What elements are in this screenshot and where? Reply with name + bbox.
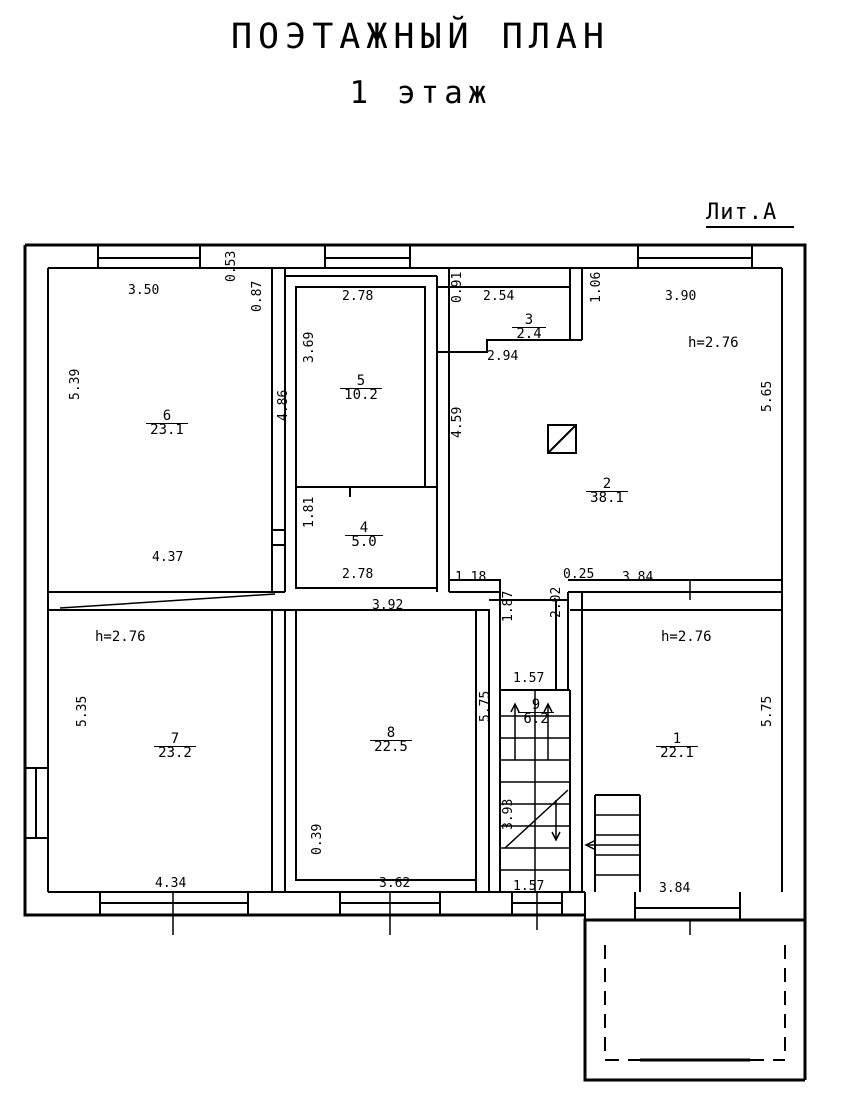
room-number-5: 5 (356, 373, 366, 389)
height-label-room2: h=2.76 (688, 335, 739, 351)
room-number-1: 1 (672, 731, 682, 747)
dim-0-25: 0.25 (563, 567, 595, 582)
dim-4-34: 4.34 (155, 876, 187, 891)
room-label-8 (370, 727, 412, 754)
dim-1-57-bottom: 1.57 (513, 879, 545, 894)
room-number-7: 7 (170, 731, 180, 747)
room-area-6: 23.1 (146, 423, 188, 437)
dim-0-39: 0.39 (310, 823, 325, 855)
room-area-8: 22.5 (370, 740, 412, 754)
room-label-2 (586, 478, 628, 505)
dim-4-37: 4.37 (152, 550, 184, 565)
room-number-2: 2 (602, 476, 612, 492)
room-area-4: 5.0 (345, 535, 383, 549)
dim-5-65: 5.65 (760, 380, 775, 412)
page-title: ПОЭТАЖНЫЙ ПЛАН (230, 17, 610, 57)
page-subtitle: 1 этаж (349, 75, 492, 111)
dim-5-75-right: 5.75 (760, 695, 775, 727)
dim-5-35: 5.35 (75, 695, 90, 727)
dim-5-39: 5.39 (68, 368, 83, 400)
room-area-9: 6.2 (518, 712, 554, 726)
dim-3-62: 3.62 (379, 876, 411, 891)
room-label-1 (656, 733, 698, 760)
dim-1-18: 1.18 (455, 570, 487, 585)
height-label-room1: h=2.76 (661, 629, 712, 645)
dim-2-54: 2.54 (483, 289, 515, 304)
room-label-3 (512, 314, 546, 341)
dim-3-90: 3.90 (665, 289, 697, 304)
dim-1-87: 1.87 (501, 590, 516, 622)
room-area-3: 2.4 (512, 327, 546, 341)
room-area-7: 23.2 (154, 746, 196, 760)
dim-3-50: 3.50 (128, 283, 160, 298)
dim-0-53: 0.53 (224, 250, 239, 282)
dim-0-91: 0.91 (450, 271, 465, 303)
dim-3-84-top: 3.84 (622, 570, 654, 585)
room-label-5 (340, 375, 382, 402)
dim-2-78-mid: 2.78 (342, 567, 374, 582)
room-label-6 (146, 410, 188, 437)
dim-3-69: 3.69 (302, 331, 317, 363)
room-number-6: 6 (162, 408, 172, 424)
room-number-3: 3 (524, 312, 534, 328)
dim-4-86: 4.86 (276, 389, 291, 421)
dim-2-78-top: 2.78 (342, 289, 374, 304)
room-area-1: 22.1 (656, 746, 698, 760)
lit-label-text: Лит.А (706, 200, 778, 225)
dim-2-02: 2.02 (549, 586, 564, 618)
height-label-room7: h=2.76 (95, 629, 146, 645)
dim-1-57-top: 1.57 (513, 671, 545, 686)
dim-3-92: 3.92 (372, 598, 404, 613)
dim-1-06: 1.06 (589, 271, 604, 303)
room-number-4: 4 (359, 520, 369, 536)
room-area-5: 10.2 (340, 388, 382, 402)
room-number-8: 8 (386, 725, 396, 741)
room-number-9: 9 (531, 697, 541, 713)
dim-4-59: 4.59 (450, 406, 465, 438)
dim-5-75-mid: 5.75 (478, 690, 493, 722)
dim-2-94: 2.94 (487, 349, 519, 364)
dim-0-87: 0.87 (250, 280, 265, 312)
room-area-2: 38.1 (586, 491, 628, 505)
dim-3-84-bottom: 3.84 (659, 881, 691, 896)
dim-3-93: 3.93 (501, 798, 516, 830)
room-label-7 (154, 733, 196, 760)
dim-1-81: 1.81 (302, 496, 317, 528)
room-label-9 (518, 699, 554, 726)
room-label-4 (345, 522, 383, 549)
